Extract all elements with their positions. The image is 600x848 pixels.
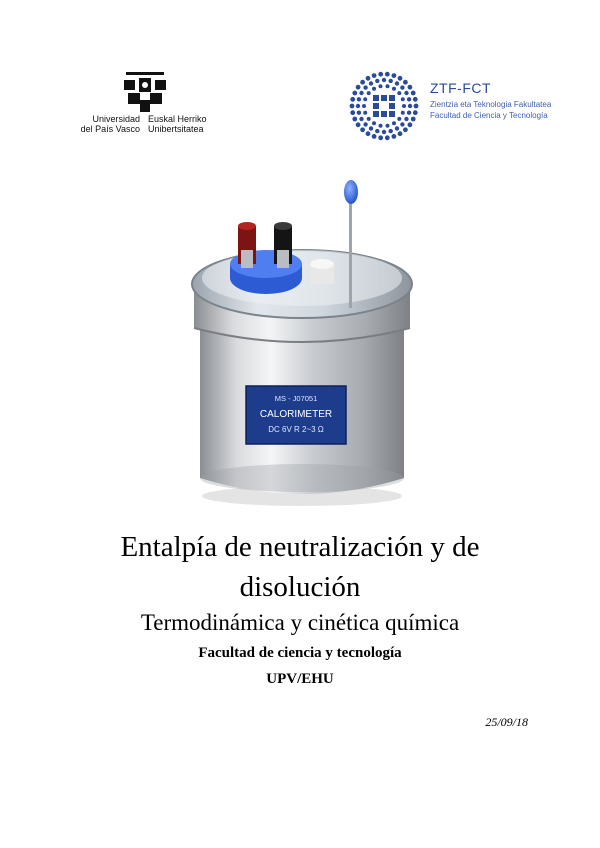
logo-dot <box>352 117 357 122</box>
logo-dot <box>392 73 397 78</box>
logo-dot <box>413 110 418 115</box>
logo-dot <box>356 104 360 108</box>
upv-shield-icon <box>122 72 168 114</box>
ztf-subtitle-spanish: Facultad de Ciencia y Tecnología <box>430 111 548 120</box>
logo-square <box>373 103 379 109</box>
logo-dot <box>367 91 371 95</box>
logo-dot <box>379 84 383 88</box>
logo-square <box>373 95 379 101</box>
logo-dot <box>360 80 365 85</box>
logo-dot <box>378 135 383 140</box>
logo-dot <box>408 104 412 108</box>
logo-dot <box>413 97 418 102</box>
logo-dot <box>359 117 363 121</box>
logo-dot <box>372 121 376 125</box>
logo-dot <box>408 85 413 90</box>
logo-dot <box>385 72 390 77</box>
logo-dot <box>362 104 366 108</box>
upv-text-spanish <box>76 114 140 134</box>
logo-dot <box>395 126 399 130</box>
document-date: 25/09/18 <box>485 715 528 729</box>
logo-dot <box>397 91 401 95</box>
ztf-subtitle-basque: Zientzia eta Teknologia Fakultatea <box>430 100 552 109</box>
upv-text-basque <box>148 114 218 134</box>
logo-dot <box>366 131 371 136</box>
logo-dot <box>359 91 363 95</box>
logo-square <box>389 95 395 101</box>
logo-dot <box>352 91 357 96</box>
logo-dot <box>402 104 406 108</box>
university-name: UPV/EHU <box>266 671 334 687</box>
logo-dot <box>363 111 367 115</box>
logo-dot <box>389 129 393 133</box>
logo-dot <box>372 73 377 78</box>
logo-dot <box>382 130 386 134</box>
logo-square <box>389 103 395 109</box>
logo-dot <box>398 131 403 136</box>
upv-text-line: Unibertsitatea <box>148 124 204 134</box>
upv-text-line: del País Vasco <box>80 124 140 134</box>
logo-dot <box>366 76 371 81</box>
label-line: MS - J07051 <box>274 394 318 403</box>
logo-dot <box>367 117 371 121</box>
logo-dot <box>392 87 396 91</box>
logo-dot <box>363 122 367 126</box>
logo-dot <box>350 110 355 115</box>
logo-dot <box>401 111 405 115</box>
logo-dot <box>404 91 408 95</box>
logo-dot <box>398 76 403 81</box>
upv-ehu-logo <box>76 72 216 142</box>
logo-dot <box>360 127 365 132</box>
logo-dot <box>392 134 397 139</box>
logo-dot <box>385 135 390 140</box>
logo-dot <box>395 81 399 85</box>
logo-dot <box>407 111 411 115</box>
logo-dot <box>408 122 413 127</box>
logo-dot <box>397 117 401 121</box>
logo-dot <box>403 127 408 132</box>
logo-square <box>381 95 387 101</box>
logo-dot <box>411 91 416 96</box>
ztf-fct-logo <box>346 70 566 142</box>
upv-text-line: Euskal Herriko <box>148 114 207 124</box>
logo-dot <box>350 104 355 109</box>
logo-dot <box>379 124 383 128</box>
ztf-dots-icon <box>346 70 424 142</box>
document-title-line1: Entalpía de neutralización y de <box>120 531 480 563</box>
logo-dot <box>403 80 408 85</box>
logo-dot <box>375 79 379 83</box>
logo-dot <box>369 81 373 85</box>
logo-dot <box>372 87 376 91</box>
logo-dot <box>375 129 379 133</box>
logo-dot <box>386 124 390 128</box>
logo-dot <box>400 122 404 126</box>
logo-dot <box>357 97 361 101</box>
logo-dot <box>357 111 361 115</box>
logo-dot <box>401 97 405 101</box>
logo-dot <box>356 122 361 127</box>
logo-dot <box>392 121 396 125</box>
logo-square <box>389 111 395 117</box>
logo-dot <box>369 126 373 130</box>
logo-dot <box>407 97 411 101</box>
faculty-name: Facultad de ciencia y tecnología <box>198 645 402 661</box>
document-subtitle: Termodinámica y cinética química <box>140 610 460 635</box>
logo-dot <box>414 104 419 109</box>
document-title-line2: disolución <box>239 571 361 603</box>
logo-dot <box>382 78 386 82</box>
label-line: DC 6V R 2~3 Ω <box>268 425 324 434</box>
logo-dot <box>372 134 377 139</box>
logo-dot <box>400 85 404 89</box>
logo-dot <box>386 84 390 88</box>
logo-dot <box>363 85 367 89</box>
logo-dot <box>363 97 367 101</box>
label-line: CALORIMETER <box>259 409 333 420</box>
upv-text-line: Universidad <box>92 114 140 124</box>
logo-square <box>373 111 379 117</box>
ztf-name: ZTF-FCT <box>430 80 492 96</box>
logo-dot <box>378 72 383 77</box>
logo-square <box>381 111 387 117</box>
logo-dot <box>389 79 393 83</box>
logo-dot <box>356 85 361 90</box>
calorimeter-photo <box>186 178 418 508</box>
logo-dot <box>411 117 416 122</box>
logo-dot <box>350 97 355 102</box>
logo-dot <box>404 117 408 121</box>
